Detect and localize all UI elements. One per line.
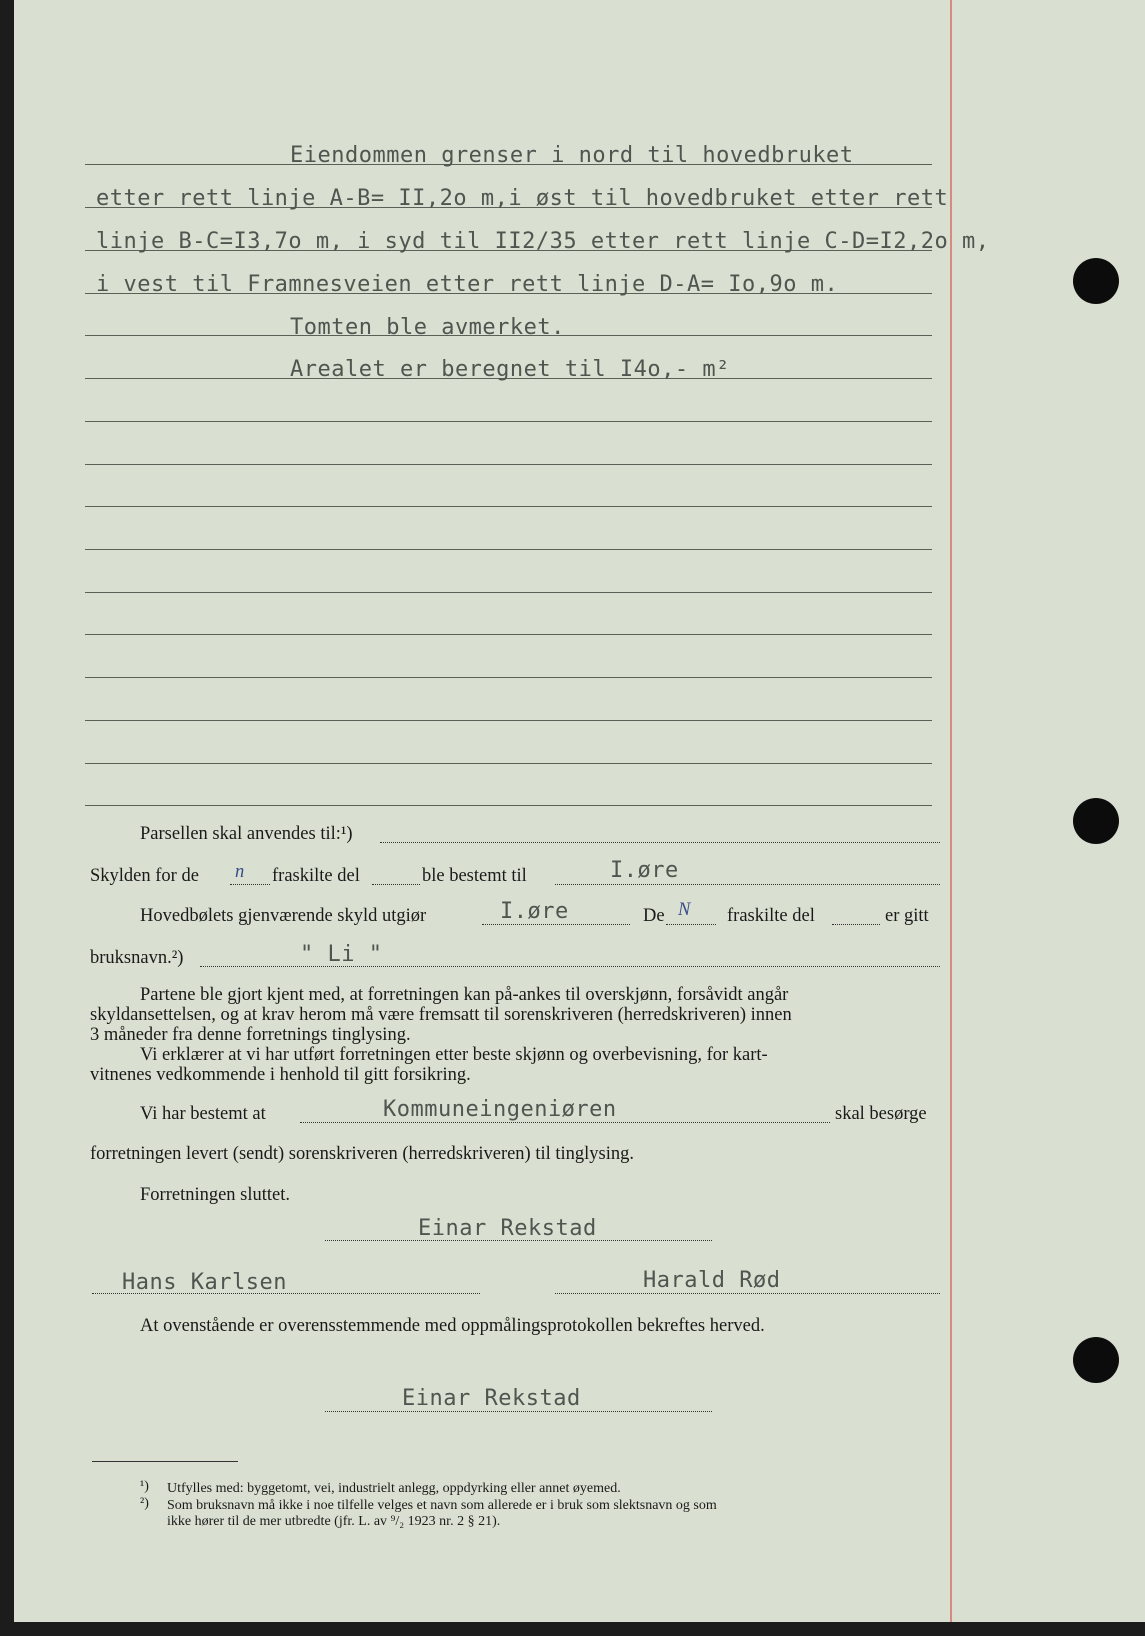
signature-line xyxy=(92,1293,480,1294)
ruled-line xyxy=(85,549,932,550)
hoved-handwritten: N xyxy=(678,900,691,920)
para1-line: skyldansettelsen, og at krav herom må være fremsatt til sorenskriveren (herredskriveren) innen xyxy=(90,1005,792,1025)
typed-line-2: etter rett linje A-B= II,2o m,i øst til hovedbruket etter rett xyxy=(96,186,949,211)
ruled-line xyxy=(85,506,932,507)
bruksnavn-label: bruksnavn.²) xyxy=(90,948,184,968)
footnote-2-mark: ²) xyxy=(140,1496,149,1511)
hoved-mid: fraskilte del xyxy=(727,906,815,926)
signature-line xyxy=(325,1411,712,1412)
punch-hole xyxy=(1073,798,1119,844)
ruled-line xyxy=(85,720,932,721)
punch-hole xyxy=(1073,258,1119,304)
ruled-line xyxy=(85,634,932,635)
field-line xyxy=(666,924,716,925)
skylden-after: ble bestemt til xyxy=(422,866,527,886)
bestemt-prefix: Vi har bestemt at xyxy=(140,1104,266,1124)
skylden-mid: fraskilte del xyxy=(272,866,360,886)
ruled-line xyxy=(85,464,932,465)
punch-hole xyxy=(1073,1337,1119,1383)
hoved-end: er gitt xyxy=(885,906,929,926)
typed-line-6: Arealet er beregnet til I4o,- m² xyxy=(290,357,730,382)
ruled-line xyxy=(85,805,932,806)
field-line xyxy=(380,842,940,843)
ruled-line xyxy=(85,763,932,764)
signature-4: Einar Rekstad xyxy=(402,1386,581,1411)
signature-3: Harald Rød xyxy=(643,1268,781,1293)
hoved-value: I.øre xyxy=(500,899,569,924)
bestemt-value: Kommuneingeniøren xyxy=(383,1097,617,1122)
field-line xyxy=(300,1122,830,1123)
typed-line-3: linje B-C=I3,7o m, i syd til II2/35 etter rett linje C-D=I2,2o m, xyxy=(96,229,990,254)
confirm-line: At ovenstående er overensstemmende med oppmålingsprotokollen bekreftes herved. xyxy=(140,1316,765,1336)
ruled-line xyxy=(85,421,932,422)
ruled-line xyxy=(85,677,932,678)
footnote-rule xyxy=(92,1461,238,1462)
field-line xyxy=(555,884,940,885)
signature-line xyxy=(325,1240,712,1241)
typed-line-4: i vest til Framnesveien etter rett linje D-A= Io,9o m. xyxy=(96,272,839,297)
footnote-2-line2: ikke hører til de mer utbredte (jfr. L. av ⁹/₂ 1923 nr. 2 § 21). xyxy=(167,1514,501,1529)
signature-2: Hans Karlsen xyxy=(122,1270,287,1295)
bestemt-suffix: skal besørge xyxy=(835,1104,927,1124)
signature-line xyxy=(555,1293,940,1294)
ruled-line xyxy=(85,592,932,593)
footnote-1-mark: ¹) xyxy=(140,1479,149,1494)
hoved-prefix: Hovedbølets gjenværende skyld utgiør xyxy=(140,906,427,926)
field-line xyxy=(832,924,880,925)
parsellen-label: Parsellen skal anvendes til:¹) xyxy=(140,824,353,844)
footnote-1: Utfylles med: byggetomt, vei, industrielt anlegg, oppdyrking eller annet øyemed. xyxy=(167,1481,621,1496)
hoved-de: De xyxy=(643,906,665,926)
typed-line-1: Eiendommen grenser i nord til hovedbruket xyxy=(290,143,854,168)
field-line xyxy=(372,884,420,885)
para1-line: 3 måneder fra denne forretnings tinglysing. xyxy=(90,1025,411,1045)
skylden-handwritten: n xyxy=(235,862,245,882)
sluttet-text: Forretningen sluttet. xyxy=(140,1185,291,1205)
para1-line: Partene ble gjort kjent med, at forretningen kan på-ankes til overskjønn, forsåvidt angår xyxy=(140,985,789,1005)
signature-1: Einar Rekstad xyxy=(418,1216,597,1241)
field-line xyxy=(482,924,630,925)
para2-line: vitnenes vedkommende i henhold til gitt forsikring. xyxy=(90,1065,471,1085)
levert-line: forretningen levert (sendt) sorenskriveren (herredskriveren) til tinglysing. xyxy=(90,1144,635,1164)
para2-line: Vi erklærer at vi har utført forretningen etter beste skjønn og overbevisning, for kart- xyxy=(140,1045,768,1065)
skylden-value: I.øre xyxy=(610,858,679,883)
bruksnavn-value: " Li " xyxy=(300,942,383,967)
footnote-2-line1: Som bruksnavn må ikke i noe tilfelle velges et navn som allerede er i bruk som slektsnavn og som xyxy=(167,1498,717,1513)
typed-line-5: Tomten ble avmerket. xyxy=(290,315,565,340)
field-line xyxy=(230,884,270,885)
skylden-prefix: Skylden for de xyxy=(90,866,199,886)
